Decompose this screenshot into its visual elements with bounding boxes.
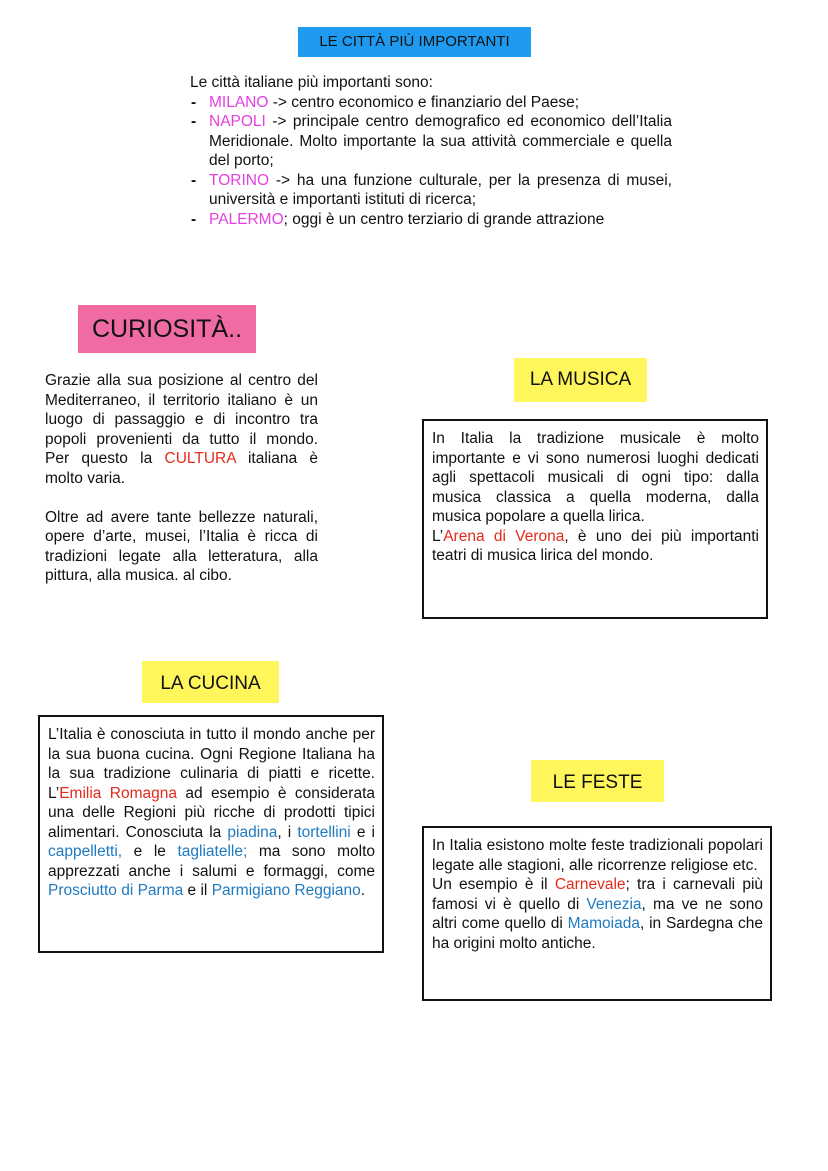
page-title: LE CITTÀ PIÙ IMPORTANTI — [298, 27, 531, 57]
text-run: ma sono molto apprezzati anche i salumi e formaggi, come — [48, 843, 376, 880]
highlight-cultura: CULTURA — [164, 450, 236, 467]
city-description: -> centro economico e finanziario del Paese; — [268, 93, 580, 111]
feste-paragraph-2 — [432, 875, 763, 953]
text-run: L’ — [432, 527, 444, 545]
highlight-venezia: Venezia — [586, 895, 642, 913]
curiosita-paragraph-2: Oltre ad avere tante bellezze naturali, opere d’arte, musei, l’Italia è ricca di tradizioni legate alla letteratura, alla pittura, alla musica. al cibo. — [45, 508, 318, 584]
curiosita-text — [45, 371, 318, 586]
highlight-tagliatelle: tagliatelle; — [177, 843, 248, 860]
text-run: e i — [350, 823, 375, 841]
musica-heading: LA MUSICA — [514, 358, 647, 402]
text-run: ad esempio è considerata una delle Regioni più ricche di prodotti tipici alimentari. Conosciuta la — [48, 784, 375, 841]
cities-intro: Le città italiane più importanti sono: — [190, 74, 433, 91]
city-name: TORINO — [209, 171, 269, 189]
curiosita-paragraph-1 — [45, 371, 318, 488]
cucina-box — [38, 715, 384, 953]
text-run: L’Italia è conosciuta in tutto il mondo anche per la sua buona cucina. Ogni Regione Italiana ha la sua tradizione culinaria di piatti e ricette. L’ — [48, 726, 375, 802]
city-description: -> principale centro demografico ed economico dell’Italia Meridionale. Molto importante la sua attività commerciale e quella del porto; — [209, 113, 672, 169]
highlight-mamoiada: Mamoiada — [567, 915, 640, 932]
curiosita-heading: CURIOSITÀ.. — [78, 305, 256, 353]
cities-list — [190, 93, 672, 230]
text-run: Un esempio è il — [432, 876, 555, 893]
text-run: , i — [277, 823, 298, 841]
text-run: Grazie alla sua posizione al centro del Mediterraneo, il territorio italiano è un luogo di passaggio e di incontro tra popoli provenienti da tutto il mondo. Per questo la — [45, 372, 318, 467]
text-run: italiana è molto varia. — [45, 450, 318, 487]
musica-box — [422, 419, 768, 619]
feste-box — [422, 826, 772, 1001]
musica-paragraph-2 — [432, 527, 759, 566]
text-run: e il — [183, 882, 212, 899]
text-run: ; tra i carnevali più famosi vi è quello di — [432, 876, 764, 913]
highlight-emilia-romagna: Emilia Romagna — [59, 784, 177, 802]
city-description: -> ha una funzione culturale, per la presenza di musei, università e importanti istituti di ricerca; — [209, 171, 672, 208]
highlight-arena-di-verona: Arena di Verona — [443, 527, 565, 545]
cucina-paragraph — [48, 725, 375, 901]
city-name: MILANO — [209, 93, 269, 111]
city-name: PALERMO — [209, 210, 284, 228]
feste-heading: LE FESTE — [531, 760, 664, 802]
highlight-carnevale: Carnevale — [554, 876, 626, 893]
text-run: , in Sardegna che ha origini molto antiche. — [432, 915, 763, 952]
highlight-piadina: piadina — [227, 823, 278, 841]
highlight-tortellini: tortellini — [297, 823, 351, 841]
list-item — [190, 93, 672, 113]
list-item — [190, 112, 672, 171]
city-name: NAPOLI — [209, 113, 266, 130]
list-item — [190, 171, 672, 210]
cities-section — [190, 73, 672, 229]
text-run: , è uno dei più importanti teatri di musica lirica del mondo. — [432, 527, 759, 564]
city-description: ; oggi è un centro terziario di grande attrazione — [283, 210, 605, 228]
text-run: e le — [122, 843, 178, 860]
highlight-prosciutto: Prosciutto di Parma — [48, 882, 184, 899]
highlight-cappelletti: cappelletti, — [48, 843, 123, 860]
musica-paragraph-1: In Italia la tradizione musicale è molto importante e vi sono numerosi luoghi dedicati agli spettacoli musicali di ogni tipo: dalla musica classica a quella moderna, dalla musica popolare a quella lirica. — [432, 430, 759, 525]
list-item — [190, 210, 672, 230]
feste-paragraph-1: In Italia esistono molte feste tradizionali popolari legate alle stagioni, alle ricorrenze religiose etc. — [432, 837, 763, 874]
cucina-heading: LA CUCINA — [142, 661, 279, 703]
text-run: . — [360, 882, 366, 899]
text-run: , ma ve ne sono altri come quello di — [432, 895, 763, 932]
highlight-parmigiano: Parmigiano Reggiano — [211, 882, 361, 899]
